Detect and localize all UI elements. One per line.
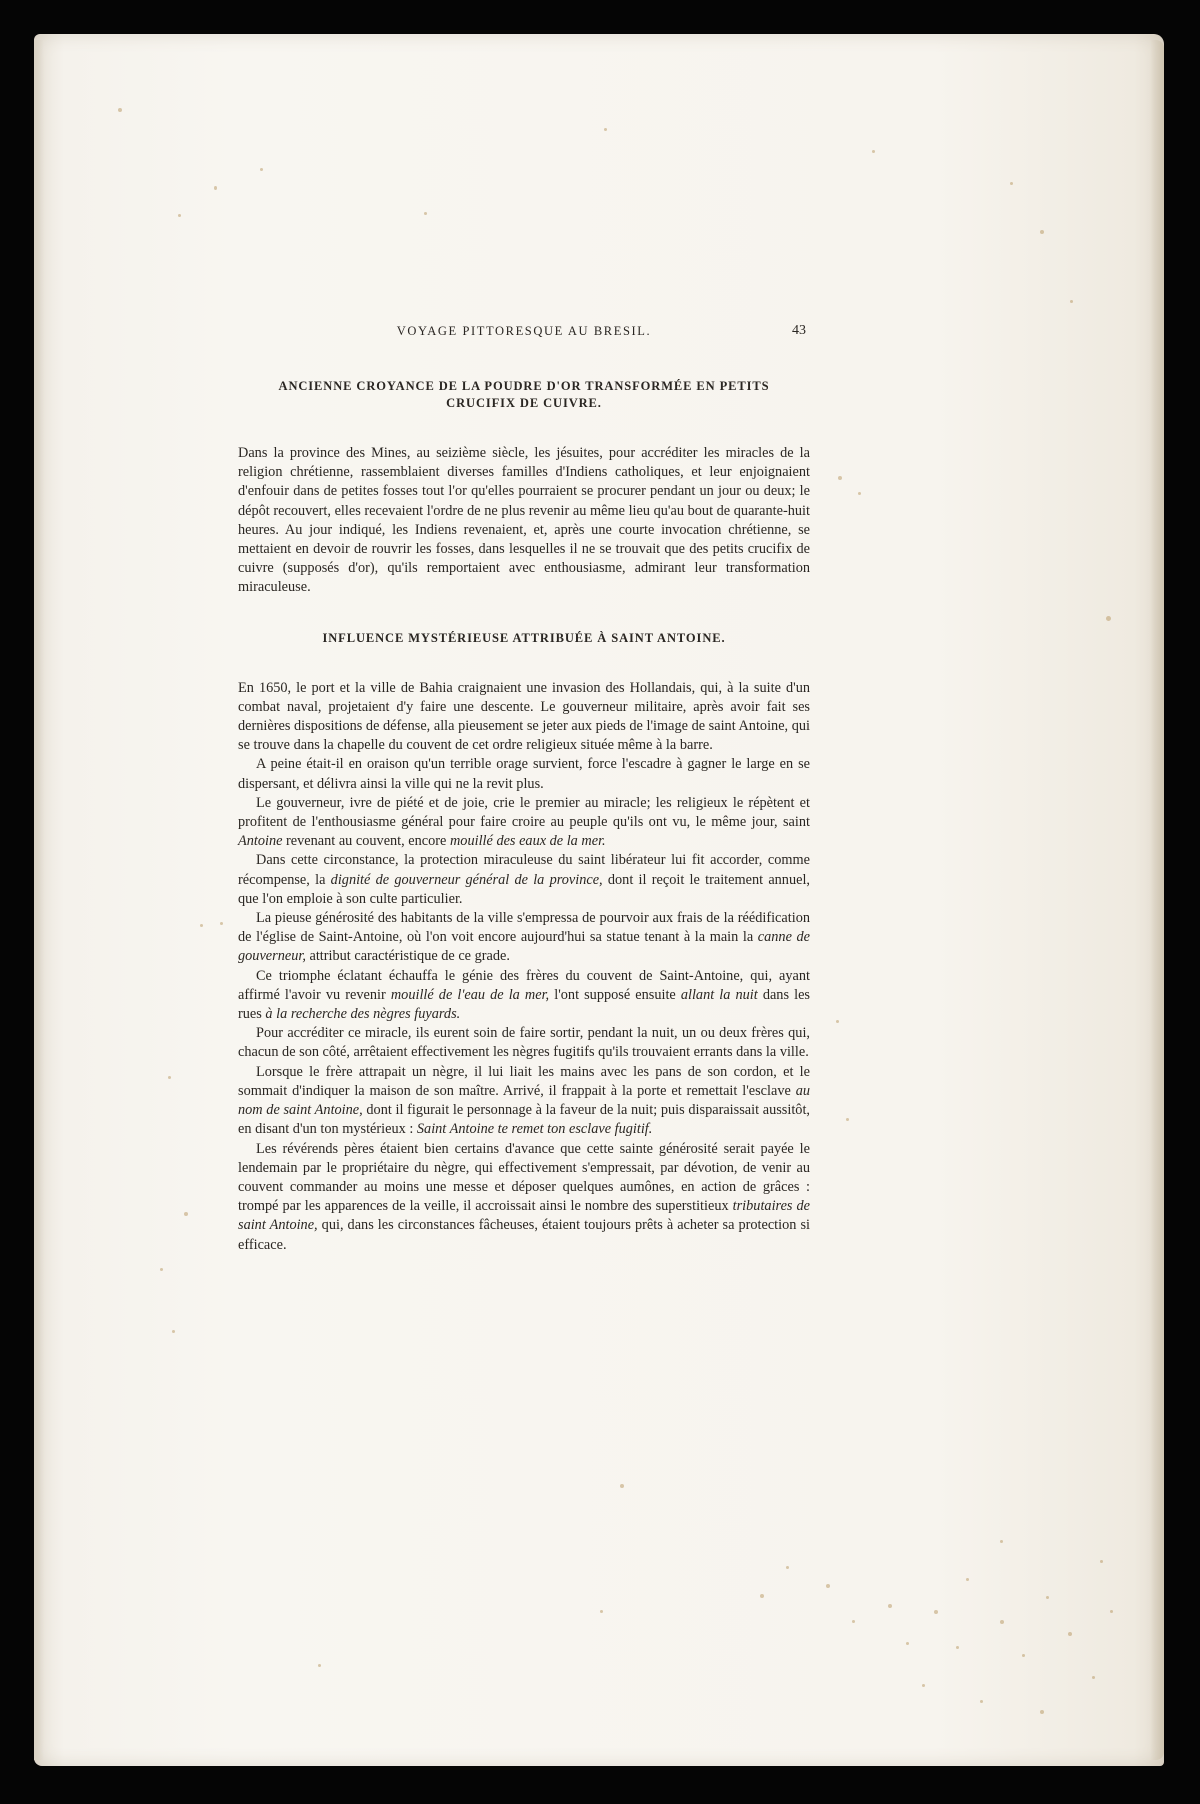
text-run: l'ont supposé ensuite (549, 986, 681, 1003)
italic-run: à la recherche des nègres fuyards. (265, 1006, 461, 1023)
text-run: Dans la province des Mines, au seizième siècle, les jésuites, pour accréditer les miracles de la religion chrétienne, rassemblaient diverses familles d'Indiens catholiques, et leur enjoignaient d'enfouir dans de petites fosses tout l'or qu'elles pourraient se procurer pendant un jour ou deux; le dépôt recouvert, elles recevaient l'ordre de ne plus revenir au même lieu qu'au bout de quarante-huit heures. Au jour indiqué, les Indiens revenaient, et, après une courte invocation chrétienne, se mettaient en devoir de rouvrir les fosses, dans lesquelles il ne se trouvait que des petits crucifix de cuivre (supposés d'or), qu'ils remportaient avec enthousiasme, admirant leur transformation miraculeuse. (238, 445, 810, 596)
text-run: dont il reçoit le traitement annuel, que l'on emploie à son culte particulier. (238, 871, 811, 907)
paragraph (238, 909, 810, 967)
italic-run: allant la nuit (680, 986, 758, 1003)
text-run: Les révérends pères étaient bien certains d'avance que cette sainte générosité serait payée le lendemain par le propriétaire du nègre, qui effectivement s'empressait, par dévotion, de venir au couvent commander au moins une messe et déposer quelques aumônes, en action de grâces : trompé par les apparences de la veille, il accroissait ainsi le nombre des superstitieux (238, 1140, 810, 1215)
section-body-saint-antoine (238, 679, 810, 1255)
section-body-poudre-dor (238, 444, 810, 598)
section-heading-poudre-dor: ANCIENNE CROYANCE DE LA POUDRE D'OR TRANSFORMÉE EN PETITS CRUCIFIX DE CUIVRE. (278, 379, 770, 410)
text-run: attribut caractéristique de ce grade. (305, 948, 510, 965)
running-head (238, 324, 810, 346)
text-run: qui, dans les circonstances fâcheuses, étaient toujours prêts à acheter sa protection si efficace. (238, 1217, 810, 1253)
italic-run: canne de gouverneur, (238, 929, 810, 965)
paragraph (238, 1024, 810, 1062)
italic-run: mouillé de l'eau de la mer, (390, 986, 550, 1003)
italic-run: mouillé des eaux de la mer. (449, 833, 606, 850)
page-left-edge (34, 40, 44, 1760)
text-run: Pour accréditer ce miracle, ils eurent soin de faire sortir, pendant la nuit, un ou deux frères qui, chacun de son côté, arrêtaient effectivement les nègres fugitifs qu'ils trouvaient errants dans la ville. (238, 1025, 810, 1061)
text-run: Le gouverneur, ivre de piété et de joie, crie le premier au miracle; les religieux le répètent et profitent de l'enthousiasme général pour faire croire au peuple qu'ils ont vu, le même jour, saint (238, 794, 810, 831)
italic-run: au nom de saint Antoine, (238, 1082, 810, 1119)
italic-run: Saint Antoine te remet ton esclave fugitif. (416, 1121, 653, 1138)
italic-run: Antoine (238, 833, 283, 850)
page-right-edge (1150, 40, 1164, 1760)
page-number: 43 (792, 323, 806, 338)
italic-run: dignité de gouverneur général de la province, (330, 871, 603, 888)
paragraph (238, 444, 810, 598)
paragraph (238, 755, 810, 793)
paragraph (238, 794, 810, 852)
text-run: La pieuse générosité des habitants de la ville s'empressa de pourvoir aux frais de la réédification de l'église de Saint-Antoine, où l'on voit encore aujourd'hui sa statue tenant à la main la (238, 910, 810, 946)
running-title: VOYAGE PITTORESQUE AU BRESIL. (396, 324, 652, 338)
text-run: dans les rues (238, 986, 810, 1023)
text-run: A peine était-il en oraison qu'un terrible orage survient, force l'escadre à gagner le large en se dispersant, et délivra ainsi la ville qui ne la revit plus. (238, 756, 810, 792)
text-run: dont il figurait le personnage à la faveur de la nuit; puis disparaissait aussitôt, en disant d'un ton mystérieux : (238, 1102, 810, 1138)
text-run: Lorsque le frère attrapait un nègre, il lui liait les mains avec les pans de son cordon, et le sommait d'indiquer la maison de son maître. Arrivé, il frappait à la porte et remettait l'esclave (238, 1063, 810, 1099)
page-content (238, 324, 810, 1255)
italic-run: tributaires de saint Antoine, (238, 1198, 810, 1234)
text-run: revenant au couvent, encore (282, 833, 450, 850)
text-run: Dans cette circonstance, la protection miraculeuse du saint libérateur lui fit accorder, comme récompense, la (238, 852, 810, 888)
section-heading-saint-antoine: INFLUENCE MYSTÉRIEUSE ATTRIBUÉE À SAINT ANTOINE. (322, 630, 726, 645)
paragraph (238, 1140, 810, 1255)
paragraph (238, 1063, 810, 1140)
paragraph (238, 851, 810, 909)
text-run: En 1650, le port et la ville de Bahia craignaient une invasion des Hollandais, qui, à la suite d'un combat naval, projetaient d'y faire une descente. Le gouverneur militaire, après avoir fait ses dernières dispositions de défense, alla pieusement se jeter aux pieds de l'image de saint Antoine, qui se trouve dans la chapelle du couvent de cet ordre religieux située même à la barre. (238, 679, 810, 754)
text-run: Ce triomphe éclatant échauffa le génie des frères du couvent de Saint-Antoine, qui, ayant affirmé l'avoir vu revenir (238, 967, 810, 1003)
paragraph (238, 679, 810, 756)
paragraph (238, 967, 810, 1025)
